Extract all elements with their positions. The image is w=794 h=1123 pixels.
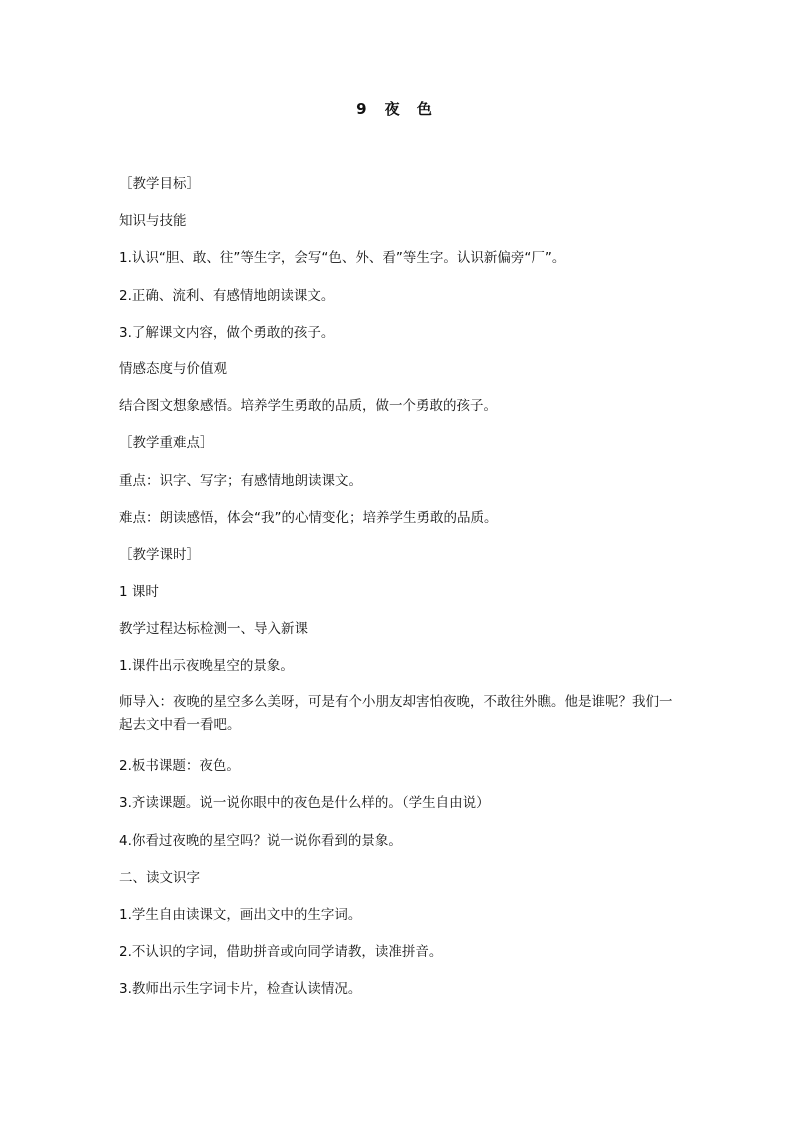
text-line: 2.正确、流利、有感情地朗读课文。 (119, 288, 335, 304)
text-line: 1.学生自由读课文，画出文中的生字词。 (119, 907, 362, 923)
text-line: 3.齐读课题。说一说你眼中的夜色是什么样的。（学生自由说） (119, 795, 490, 811)
section-heading-key-points: ［教学重难点］ (119, 435, 214, 451)
text-line: 结合图文想象感悟。培养学生勇敢的品质，做一个勇敢的孩子。 (119, 398, 497, 414)
text-line: 3.教师出示生字词卡片，检查认读情况。 (119, 981, 362, 997)
lesson-title-text: 夜 色 (384, 100, 438, 118)
text-line: 2.板书课题：夜色。 (119, 758, 240, 774)
section-heading-periods: ［教学课时］ (119, 547, 200, 563)
text-line: 难点：朗读感悟，体会“我”的心情变化；培养学生勇敢的品质。 (119, 510, 498, 526)
lesson-title (0, 98, 794, 119)
text-line: 3.了解课文内容，做个勇敢的孩子。 (119, 325, 335, 341)
subheading-knowledge-skills: 知识与技能 (119, 213, 187, 229)
text-line: 1 课时 (119, 584, 159, 600)
section-heading-reading: 二、读文识字 (119, 870, 200, 886)
text-line: 2.不认识的字词，借助拼音或向同学请教，读准拼音。 (119, 944, 443, 960)
text-paragraph: 师导入：夜晚的星空多么美呀，可是有个小朋友却害怕夜晚，不敢往外瞧。他是谁呢？我们一起去文中看一看吧。 (119, 694, 673, 733)
text-line: 1.认识“胆、敢、往”等生字，会写“色、外、看”等生字。认识新偏旁“厂”。 (119, 250, 566, 266)
text-line: 4.你看过夜晚的星空吗？说一说你看到的景象。 (119, 833, 402, 849)
text-line: 1.课件出示夜晚星空的景象。 (119, 658, 294, 674)
text-line: 重点：识字、写字；有感情地朗读课文。 (119, 473, 362, 489)
lesson-number: 9 (356, 100, 367, 118)
text-line: 教学过程达标检测一、导入新课 (119, 621, 308, 637)
section-heading-objectives: ［教学目标］ (119, 176, 200, 192)
subheading-attitudes-values: 情感态度与价值观 (119, 361, 227, 377)
